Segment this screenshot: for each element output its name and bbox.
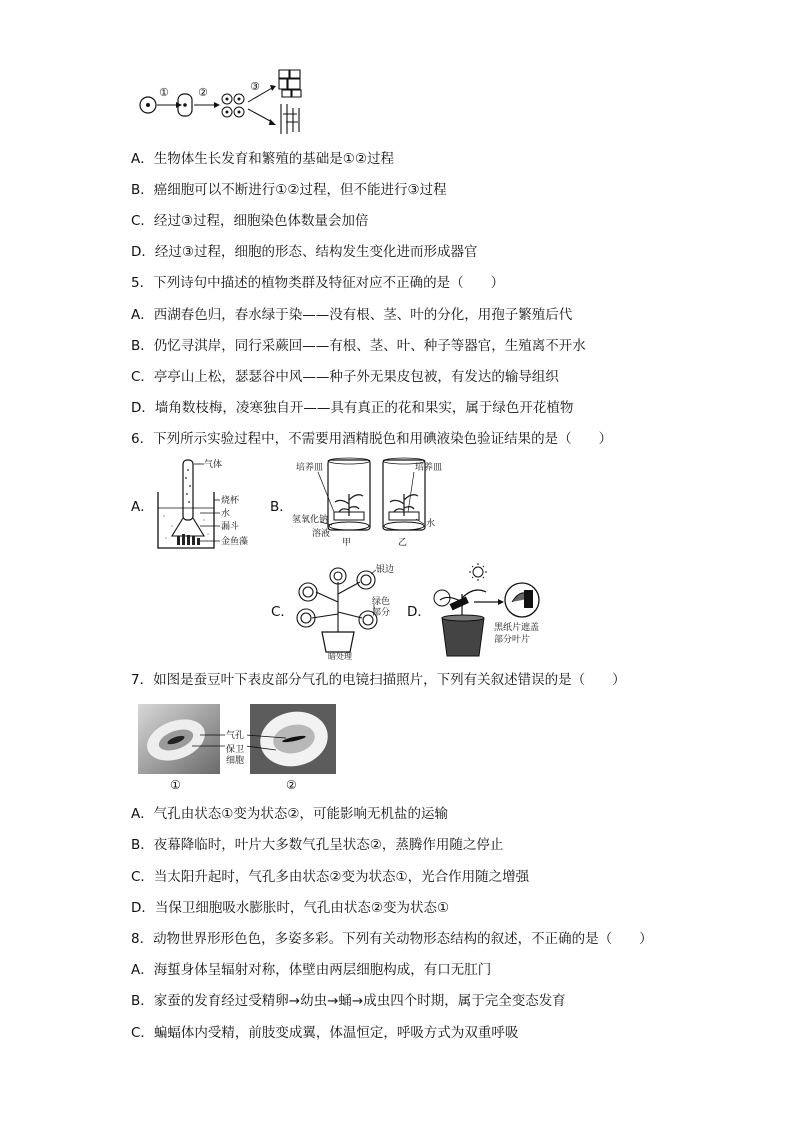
process-label-2: ②: [198, 86, 208, 99]
q7-option-d: D．当保卫细胞吸水膨胀时，气孔由状态②变为状态①: [131, 900, 450, 916]
label-hornwort: 金鱼藻: [221, 537, 249, 547]
q5-option-b: B．仍忆寻淇岸，同行采蕨回——有根、茎、叶、种子等器官，生殖离不开水: [131, 338, 586, 354]
label-dark-treatment: 暗处理: [328, 652, 352, 660]
black-paper-leaf-figure: [428, 562, 568, 660]
q8-stem: 8．动物世界形形色色，多姿多彩。下列有关动物形态结构的叙述，不正确的是（ ）: [131, 931, 653, 947]
q4-option-a: A．生物体生长发育和繁殖的基础是①②过程: [131, 151, 394, 167]
q4-option-c: C．经过③过程，细胞染色体数量会加倍: [131, 213, 369, 229]
label-black-paper: 黑纸片遮盖: [494, 623, 540, 633]
q7-option-b: B．夜幕降临时，叶片大多数气孔呈状态②，蒸腾作用随之停止: [131, 837, 504, 853]
label-yi: 乙: [398, 538, 408, 548]
bell-jar-experiment-figure: [290, 456, 450, 548]
q7-option-c: C．当太阳升起时，气孔多由状态②变为状态①，光合作用随之增强: [131, 869, 530, 885]
beaker-experiment-figure: [150, 456, 260, 556]
label-water: 水: [221, 509, 231, 519]
q7-stem: 7．如图是蚕豆叶下表皮部分气孔的电镜扫描照片，下列有关叙述错误的是（ ）: [131, 672, 626, 688]
q8-option-c: C．蝙蝠体内受精，前肢变成翼，体温恒定，呼吸方式为双重呼吸: [131, 1025, 519, 1041]
process-label-1: ①: [159, 86, 169, 99]
label-petri-dish-b: 培养皿: [415, 463, 443, 473]
label-guard: 保卫: [226, 745, 245, 755]
q4-option-b: B．癌细胞可以不断进行①②过程，但不能进行③过程: [131, 182, 447, 198]
q5-stem: 5．下列诗句中描述的植物类群及特征对应不正确的是（ ）: [131, 275, 505, 291]
q8-option-b: B．家蚕的发育经过受精卵→幼虫→蛹→成虫四个时期，属于完全变态发育: [131, 993, 566, 1009]
label-naoh: 氢氧化钠: [292, 515, 329, 525]
q8-option-a: A．海蜇身体呈辐射对称，体壁由两层细胞构成，有口无肛门: [131, 962, 492, 978]
q5-option-d: D．墙角数枝梅，凌寒独自开——具有真正的花和果实，属于绿色开花植物: [131, 400, 574, 416]
label-green: 绿色: [372, 597, 391, 607]
q6-letter-b: B．: [270, 499, 293, 515]
process-label-3: ③: [250, 80, 260, 93]
label-water-b: 水: [426, 519, 436, 529]
cell-division-figure: [136, 64, 316, 140]
label-partial-leaf: 部分叶片: [494, 635, 531, 645]
label-gas: 气体: [204, 460, 223, 470]
label-stoma: 气孔: [226, 731, 245, 741]
variegated-leaf-figure: [288, 562, 398, 660]
state-label-1: ①: [170, 778, 181, 792]
q5-option-c: C．亭亭山上松，瑟瑟谷中风——种子外无果皮包被，有发达的输导组织: [131, 369, 559, 385]
q7-option-a: A．气孔由状态①变为状态②，可能影响无机盐的运输: [131, 806, 448, 822]
label-funnel: 漏斗: [221, 522, 240, 532]
state-label-2: ②: [286, 778, 297, 792]
label-part: 部分: [372, 608, 391, 618]
stomata-micrograph-figure: [136, 702, 342, 792]
label-beaker: 烧杯: [221, 496, 240, 506]
label-cell: 细胞: [226, 756, 245, 766]
label-petri-dish-a: 培养皿: [296, 463, 324, 473]
q4-option-d: D．经过③过程，细胞的形态、结构发生变化进而形成器官: [131, 244, 478, 260]
q6-letter-c: C．: [271, 604, 294, 620]
q6-letter-d: D．: [407, 604, 431, 620]
q5-option-a: A．西湖春色归，春水绿于染——没有根、茎、叶的分化，用孢子繁殖后代: [131, 307, 573, 323]
q6-letter-a: A．: [131, 499, 154, 515]
label-silver-edge: 银边: [376, 565, 395, 575]
label-solution: 溶液: [312, 529, 331, 539]
label-jia: 甲: [342, 538, 352, 548]
q6-stem: 6．下列所示实验过程中，不需要用酒精脱色和用碘液染色验证结果的是（ ）: [131, 431, 613, 447]
